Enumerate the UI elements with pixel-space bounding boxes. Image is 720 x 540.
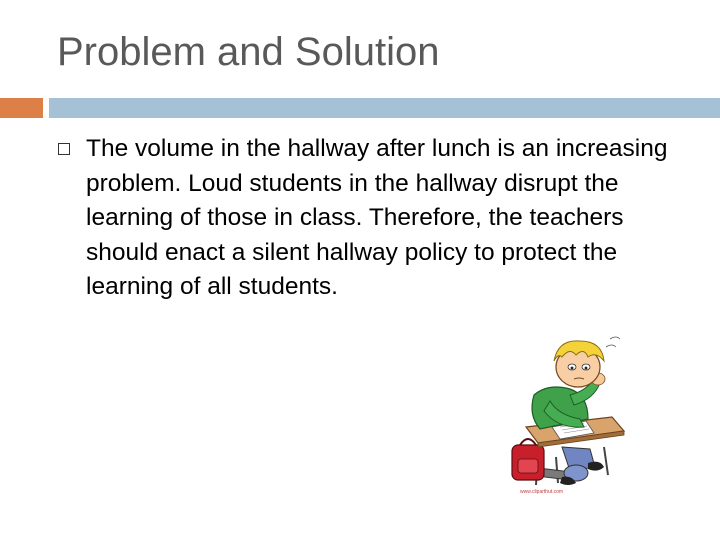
bored-student-clipart (500, 335, 630, 500)
accent-bar-blue (49, 98, 720, 118)
accent-bar-orange (0, 98, 43, 118)
bullet-text: The volume in the hallway after lunch is an increasing problem. Loud students in the hallway disrupt the learning of those in class. Therefore, the teachers should enact a silent hallway policy to protect the learning of all students. (86, 135, 668, 300)
square-bullet-icon (58, 143, 70, 155)
slide-title: Problem and Solution (57, 30, 440, 74)
image-credit: www.cliparthut.com (520, 489, 564, 495)
